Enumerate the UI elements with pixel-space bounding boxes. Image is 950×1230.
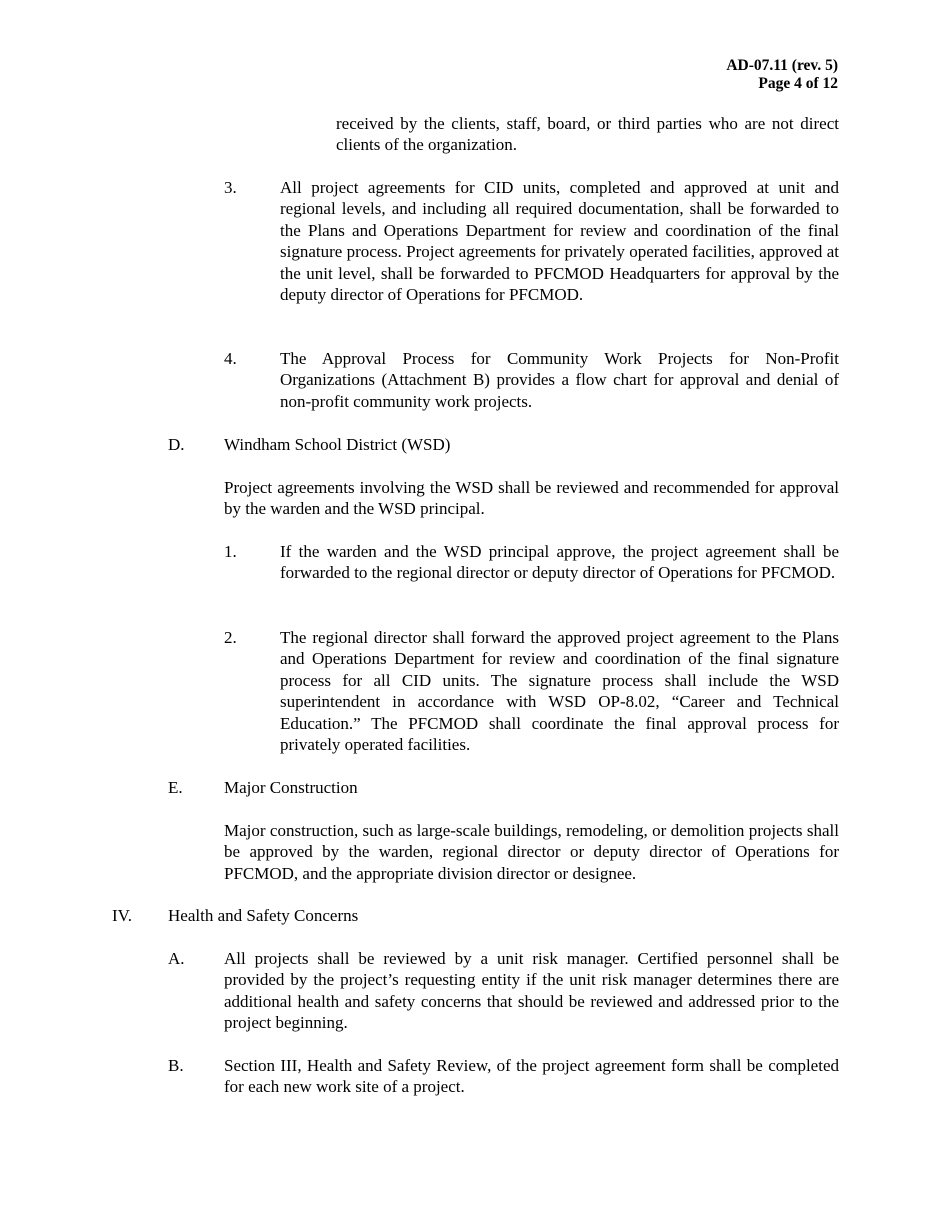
item-number: 1. [224,542,237,561]
section-title: Health and Safety Concerns [168,906,359,925]
item-text: All projects shall be reviewed by a unit risk manager. Certified personnel shall be provided by the project’s requesting entity if the unit risk manager determines there are additional health and safety concerns that should be reviewed and addressed prior to the project beginning. [224,949,839,1033]
page-header [726,57,838,93]
item-number: 3. [224,178,237,197]
document-id: AD-07.11 (rev. 5) [726,57,838,74]
section-paragraph: Major construction, such as large-scale buildings, remodeling, or demolition projects shall be approved by the warden, regional director or deputy director of Operations for PFCMOD, and the appropriate division director or designee. [224,821,839,883]
item-text: The Approval Process for Community Work Projects for Non-Profit Organizations (Attachment B) provides a flow chart for approval and denial of non-profit community work projects. [280,349,839,411]
item-text: All project agreements for CID units, completed and approved at unit and regional levels, and including all required documentation, shall be forwarded to the Plans and Operations Department for review and coordination of the final signature process. Project agreements for privately operated facilities, approved at the unit level, shall be forwarded to PFCMOD Headquarters for approval by the deputy director of Operations for PFCMOD. [280,178,839,305]
section-numeral: IV. [112,906,132,925]
section-intro: Project agreements involving the WSD shall be reviewed and recommended for approval by the warden and the WSD principal. [224,478,839,519]
item-number: 2. [224,628,237,647]
item-text: Section III, Health and Safety Review, of the project agreement form shall be completed for each new work site of a project. [224,1056,839,1097]
item-letter: B. [168,1056,184,1075]
continuation-paragraph: received by the clients, staff, board, or third parties who are not direct clients of the organization. [336,114,839,155]
item-number: 4. [224,349,237,368]
item-text: If the warden and the WSD principal approve, the project agreement shall be forwarded to the regional director or deputy director of Operations for PFCMOD. [280,542,839,583]
item-letter: A. [168,949,185,968]
section-letter: D. [168,435,185,454]
page-number: Page 4 of 12 [758,75,838,92]
section-title: Major Construction [224,778,358,797]
section-title: Windham School District (WSD) [224,435,451,454]
item-text: The regional director shall forward the approved project agreement to the Plans and Operations Department for review and coordination of the final signature process for all CID units. The signature process shall include the WSD superintendent in accordance with WSD OP-8.02, “Career and Technical Education.” The PFCMOD shall coordinate the final approval process for privately operated facilities. [280,628,839,755]
section-letter: E. [168,778,183,797]
